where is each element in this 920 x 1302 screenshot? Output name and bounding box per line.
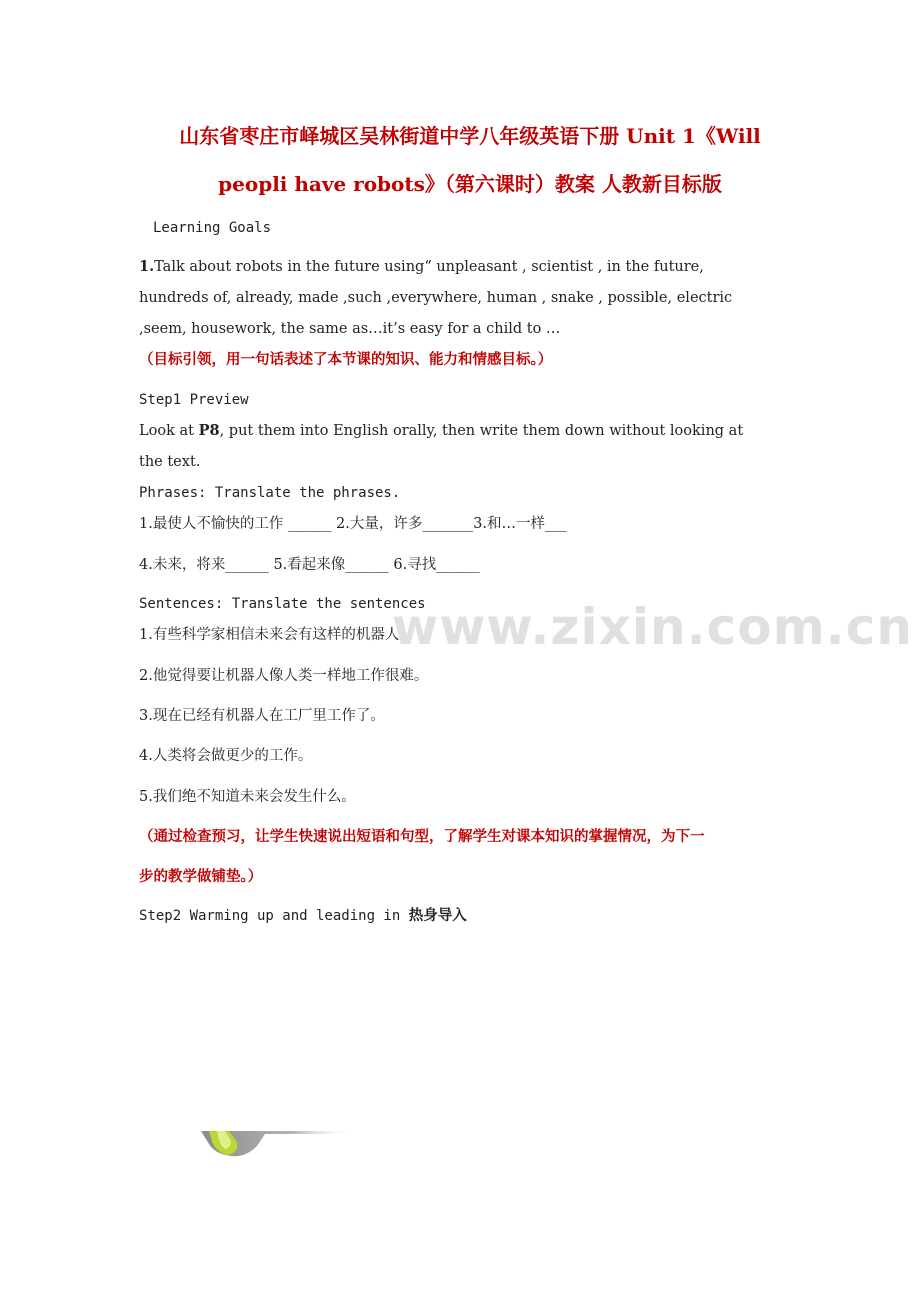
sentence-item: 2.他觉得要让机器人像人类一样地工作很难。 xyxy=(139,668,429,684)
step2-heading xyxy=(139,905,784,927)
step1-page-ref: P8 xyxy=(198,422,220,439)
step1-description-line-2: the text. xyxy=(139,454,201,470)
decorative-graphic xyxy=(165,1128,355,1162)
step1-teaching-note-line-1: （通过检查预习，让学生快速说出短语和句型，了解学生对课本知识的掌握情况，为下一 xyxy=(139,828,705,845)
document-title-line-2: peopli have robots》（第六课时）教案 人教新目标版 xyxy=(218,172,722,196)
goals-teaching-note: （目标引领，用一句话表述了本节课的知识、能力和情感目标。） xyxy=(139,351,553,368)
learning-goals-heading: Learning Goals xyxy=(153,220,272,236)
step1-desc-text-c: , put them into English orally, then write them down without looking at xyxy=(219,423,744,439)
goal-item-text: Talk about robots in the future using“ unpleasant , scientist , in the future, xyxy=(154,259,704,275)
phrases-row-1: 1.最使人不愉快的工作 ______ 2.大量，许多_______3.和…一样___ xyxy=(139,516,567,532)
sentence-item: 5.我们绝不知道未来会发生什么。 xyxy=(139,789,356,805)
site-watermark: www.zixin.com.cn xyxy=(392,598,913,656)
phrases-row-2: 4.未来，将来______ 5.看起来像______ 6.寻找______ xyxy=(139,557,480,573)
sentences-heading: Sentences: Translate the sentences xyxy=(139,596,426,612)
goal-item-1-line-2: hundreds of, already, made ,such ,everywhere, human , snake , possible, electric xyxy=(139,290,733,306)
goal-item-1-line-1 xyxy=(139,256,784,278)
step1-desc-text-a: Look at xyxy=(139,423,199,439)
sentence-item: 3.现在已经有机器人在工厂里工作了。 xyxy=(139,708,385,724)
step2-heading-chinese: 热身导入 xyxy=(408,907,467,924)
step1-teaching-note-line-2: 步的教学做铺垫。） xyxy=(139,868,263,885)
step2-heading-text: Step2 Warming up and leading in xyxy=(139,908,409,924)
step1-description-line-1 xyxy=(139,420,784,442)
step1-heading: Step1 Preview xyxy=(139,392,249,408)
document-title-line-1: 山东省枣庄市峄城区吴林街道中学八年级英语下册 Unit 1《Will xyxy=(179,124,761,148)
goal-item-1-line-3: ,seem, housework, the same as…it’s easy for a child to … xyxy=(139,321,561,337)
goal-item-number: 1. xyxy=(139,258,155,275)
phrases-heading: Phrases: Translate the phrases. xyxy=(139,485,401,501)
sentence-item: 1.有些科学家相信未来会有这样的机器人。 xyxy=(139,627,414,643)
sentence-item: 4.人类将会做更少的工作。 xyxy=(139,748,313,764)
